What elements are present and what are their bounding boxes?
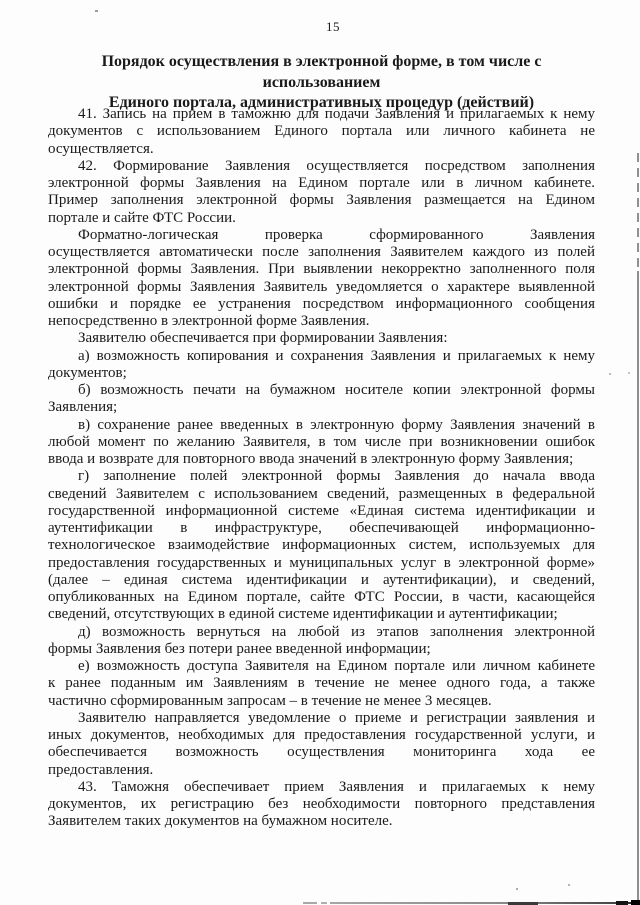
paragraph	[48, 710, 595, 779]
scan-bottom-line	[330, 902, 640, 904]
text-line: Заявления;	[48, 399, 118, 416]
scan-speck	[628, 372, 630, 374]
scan-bottom-line-dark	[616, 901, 628, 905]
scan-edge-line-dashed	[637, 153, 639, 271]
text-line: 43. Таможня обеспечивает прием Заявления и прилагаемых к нему	[78, 778, 595, 795]
text-line: в) сохранение ранее введенных в электронную форму Заявления значений в	[78, 416, 595, 433]
text-line: непосредственно в электронной форме Заявления.	[48, 313, 370, 329]
text-line: аутентификации в инфраструктуре, обеспечивающей информационно-	[48, 520, 595, 536]
paragraph	[48, 227, 595, 331]
text-line: предоставления государственных и муниципальных услуг в электронной форме»	[48, 554, 595, 571]
text-line: Заявителю направляется уведомление о приеме и регистрации заявления и	[78, 709, 595, 726]
text-line: документов с использованием Единого портала или личного кабинета не	[48, 123, 595, 140]
text-line: Заявителю обеспечивается при формировании Заявления:	[78, 330, 448, 347]
text-line: формы Заявления без потери ранее введенной информации;	[48, 640, 431, 657]
text-line: предоставления.	[48, 761, 154, 778]
text-line: Форматно-логическая проверка сформированного Заявления	[78, 226, 595, 243]
scan-speck	[609, 373, 611, 375]
text-line: ввода и возврате для повторного ввода значений в электронную форму Заявления;	[48, 451, 574, 467]
paragraph	[48, 330, 595, 347]
text-line: иных документов, необходимых для предоставления государственной услуги, и	[48, 727, 595, 743]
text-line: документов, их регистрацию без необходимости повторного представления	[48, 796, 595, 812]
text-line: электронной формы Заявления. При выявлении некорректно заполненного поля	[48, 261, 595, 278]
text-line: любой момент по желанию Заявителя, в том числе при возникновении ошибок	[48, 433, 595, 450]
scan-bottom-line-dark	[508, 902, 538, 905]
text-line: Заявителем таких документов на бумажном носителе.	[48, 813, 393, 830]
scan-edge-line-solid	[637, 271, 639, 905]
scan-speck	[568, 884, 570, 886]
text-line: д) возможность вернуться на любой из этапов заполнения электронной	[78, 623, 595, 640]
scan-bottom-dash	[321, 902, 327, 904]
paragraph	[48, 106, 595, 158]
text-line: опубликованных на Едином портале, сайте ФТС России, в части, касающейся	[48, 589, 595, 605]
document-title-line: Единого портала, административных процедур (действий)	[108, 94, 535, 111]
paragraph	[48, 417, 595, 469]
text-line: электронной формы Заявления Заявитель уведомляется о характере выявленной	[48, 278, 595, 295]
text-line: осуществляется.	[48, 140, 154, 157]
scan-corner-mark	[631, 900, 640, 905]
scan-bottom-dash	[303, 902, 317, 904]
text-line: сведений Заявителем с использованием сведений, размещенных в федеральной	[48, 485, 595, 502]
text-line: а) возможность копирования и сохранения Заявления и прилагаемых к нему	[78, 347, 595, 364]
paragraph	[48, 382, 595, 417]
page-number: 15	[326, 19, 340, 34]
paragraph	[48, 658, 595, 710]
text-line: б) возможность печати на бумажном носителе копии электронной формы	[78, 382, 595, 398]
text-line: осуществляется автоматически после заполнения Заявителем каждого из полей	[48, 244, 595, 260]
text-line: Пример заполнения электронной формы Заявления размещается на Едином	[48, 192, 595, 209]
paragraph	[48, 158, 595, 227]
text-line: г) заполнение полей электронной формы Заявления до начала ввода	[78, 468, 595, 485]
text-line: документов;	[48, 364, 127, 381]
text-line: портале и сайте ФТС России.	[48, 209, 236, 226]
text-line: 42. Формирование Заявления осуществляется посредством заполнения	[78, 157, 595, 174]
text-line: электронной формы Заявления на Едином портале или в личном кабинете.	[48, 175, 595, 191]
document-body	[48, 106, 595, 831]
text-line: частично сформированным запросам – в течение не менее 3 месяцев.	[48, 692, 492, 709]
paragraph	[48, 468, 595, 623]
paragraph	[48, 348, 595, 383]
text-line: технологическое взаимодействие информационных систем, используемых для	[48, 537, 595, 554]
text-line: обеспечивается возможность осуществления мониторинга хода ее	[48, 744, 595, 761]
scan-speck	[95, 10, 98, 12]
scan-speck	[516, 888, 518, 890]
text-line: ошибки и порядке ее устранения посредством информационного сообщения	[48, 295, 595, 312]
text-line: сведений, отсутствующих в единой системе идентификации и аутентификации;	[48, 606, 558, 623]
document-title	[48, 52, 595, 114]
paragraph	[48, 624, 595, 659]
text-line: 41. Запись на прием в таможню для подачи Заявления и прилагаемых к нему	[78, 106, 595, 122]
text-line: (далее – единая система идентификации и аутентификации), и сведений,	[48, 571, 595, 588]
text-line: к ранее поданным им Заявлениям в течение не менее одного года, а также	[48, 675, 595, 692]
paragraph	[48, 779, 595, 831]
document-title-line: Порядок осуществления в электронной форме, в том числе с использованием	[101, 53, 542, 91]
text-line: е) возможность доступа Заявителя на Едином портале или личном кабинете	[78, 658, 595, 674]
text-line: государственной информационной системе «Единая система идентификации и	[48, 502, 595, 519]
